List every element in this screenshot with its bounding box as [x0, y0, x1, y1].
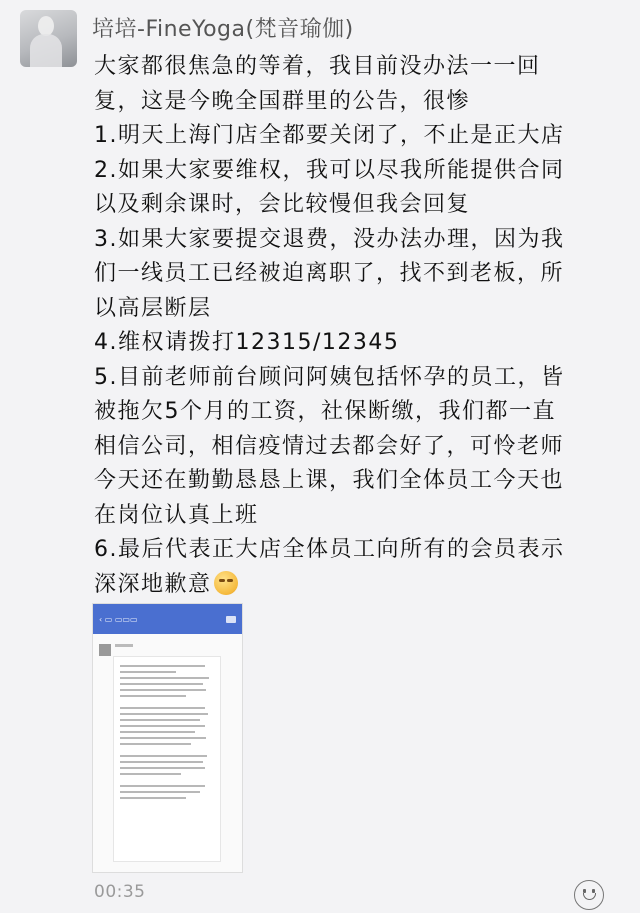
message-line-last — [94, 568, 629, 603]
attached-screenshot-thumbnail[interactable] — [92, 603, 243, 873]
message-line: 以及剩余课时，会比较慢但我会回复 — [94, 192, 471, 217]
screenshot-header-icon — [226, 616, 236, 623]
message-line: 6.最后代表正大店全体员工向所有的会员表示 — [94, 537, 565, 562]
avatar[interactable] — [20, 10, 77, 67]
screenshot-header-bar — [93, 604, 242, 634]
message-line-text: 深深地歉意 — [94, 571, 212, 597]
message-line: 以高层断层 — [94, 295, 212, 321]
message-line: 复，这是今晚全国群里的公告，很惨 — [94, 88, 471, 114]
message-line: 被拖欠5个月的工资，社保断缴，我们都一直 — [94, 399, 556, 424]
message-line: 今天还在勤勤恳恳上课，我们全体员工今天也 — [94, 468, 565, 493]
message-text — [94, 50, 629, 602]
smiley-face-icon[interactable] — [574, 880, 604, 910]
sender-name[interactable]: 培培-FineYoga(梵音瑜伽) — [92, 17, 354, 42]
message-line: 相信公司，相信疫情过去都会好了，可怜老师 — [94, 433, 565, 459]
screenshot-name-placeholder — [115, 644, 133, 647]
message-line: 4.维权请拨打12315/12345 — [94, 330, 400, 355]
message-line: 5.目前老师前台顾问阿姨包括怀孕的员工，皆 — [94, 364, 565, 390]
screenshot-avatar — [99, 644, 111, 656]
message-line: 3.如果大家要提交退费，没办法办理，因为我 — [94, 226, 565, 252]
message-line: 1.明天上海门店全都要关闭了，不止是正大店 — [94, 123, 565, 148]
message-time: 00:35 — [94, 882, 146, 902]
screenshot-header-blurred-title: ‹ ▭ ▭▭▭ — [99, 614, 138, 624]
avatar-figure-head — [38, 16, 54, 36]
crying-face-emoji-icon — [214, 571, 238, 595]
message-line: 们一线员工已经被迫离职了，找不到老板，所 — [94, 261, 565, 286]
avatar-figure-body — [30, 34, 62, 67]
message-line: 在岗位认真上班 — [94, 502, 259, 528]
message-line: 2.如果大家要维权，我可以尽我所能提供合同 — [94, 157, 565, 183]
smiley-mouth — [583, 893, 596, 900]
message-line: 大家都很焦急的等着，我目前没办法一一回 — [94, 54, 541, 79]
screenshot-message-bubble — [113, 656, 221, 862]
